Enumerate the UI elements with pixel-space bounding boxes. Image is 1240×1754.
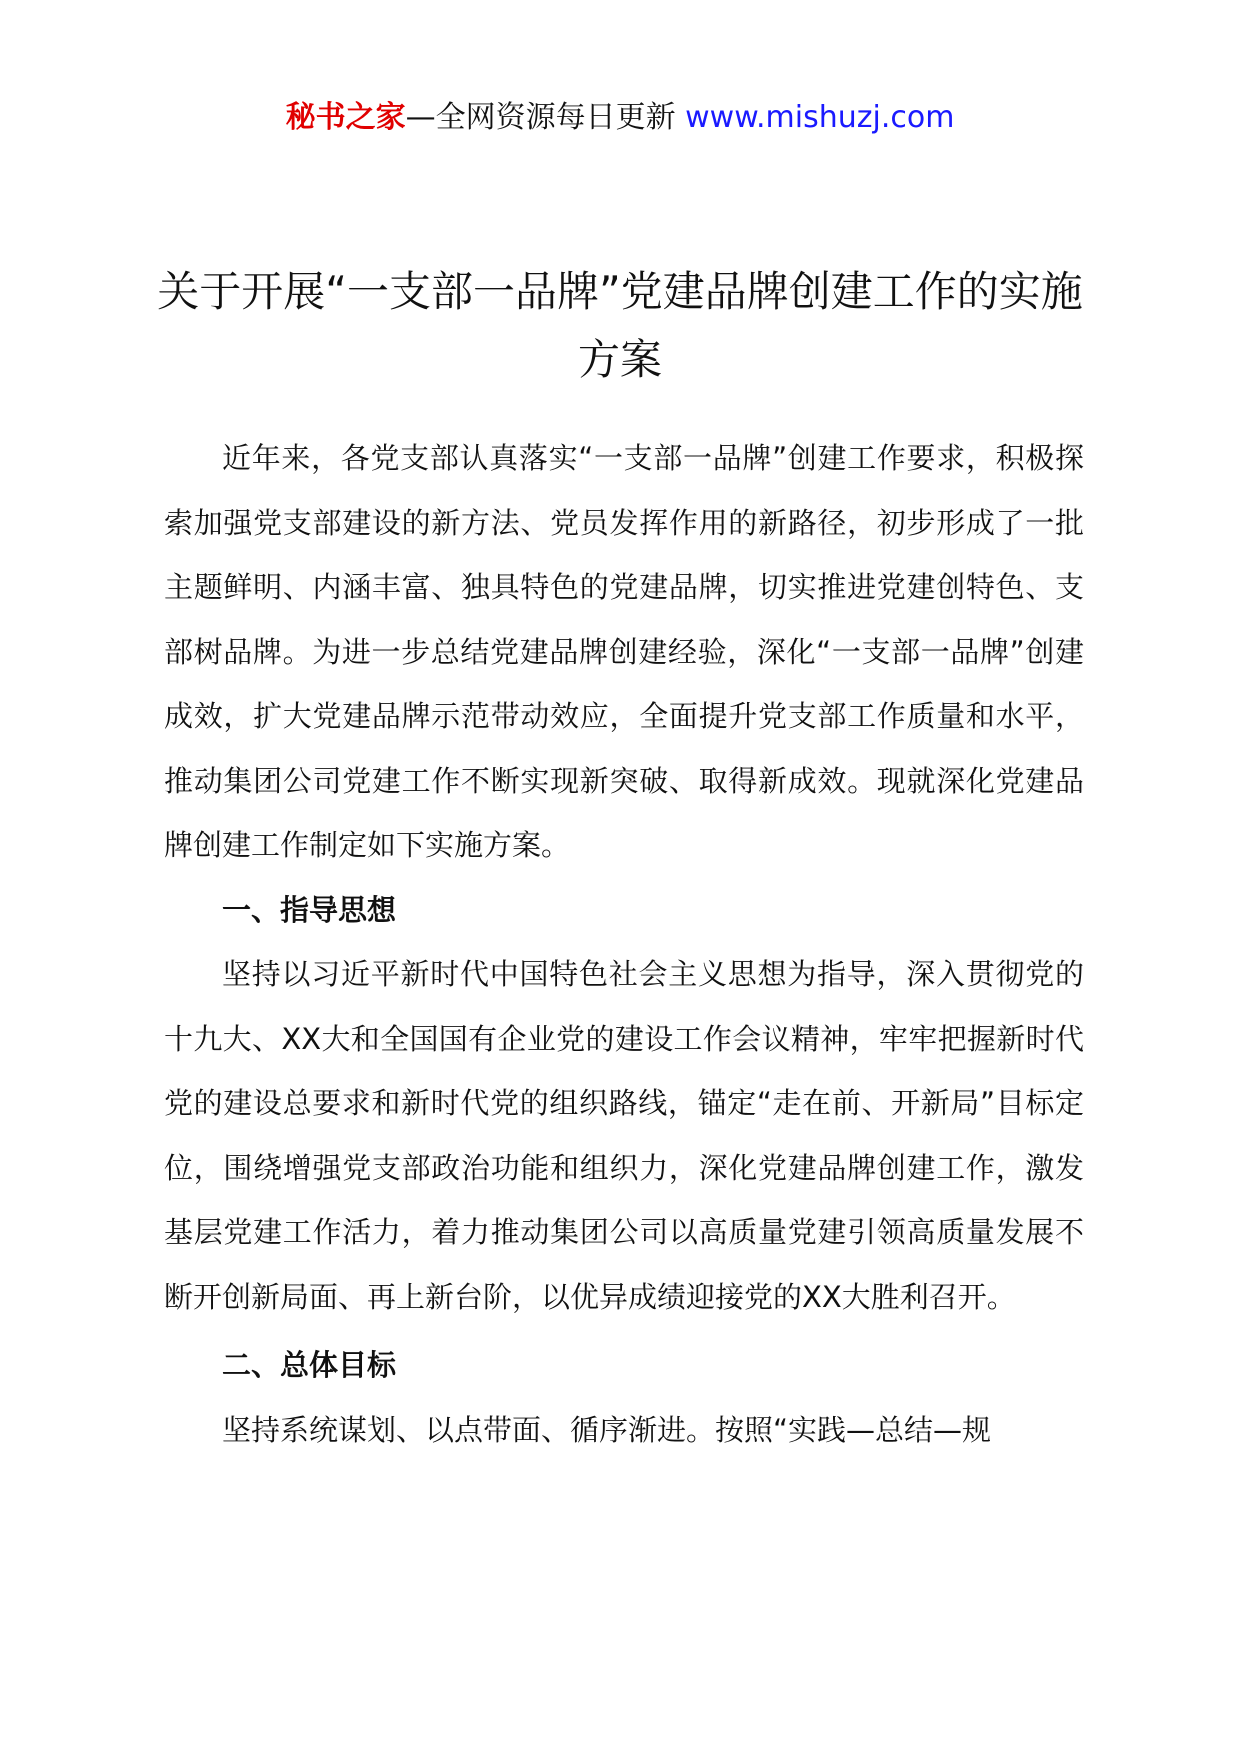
section-paragraph-guiding-ideology: 坚持以习近平新时代中国特色社会主义思想为指导，深入贯彻党的十九大、XX大和全国国有企业党的建设工作会议精神，牢牢把握新时代党的建设总要求和新时代党的组织路线，锚定“走在前、开新局”目标定位，围绕增强党支部政治功能和组织力，深化党建品牌创建工作，激发基层党建工作活力，着力推动集团公司以高质量党建引领高质量发展不断开创新局面、再上新台阶，以优异成绩迎接党的XX大胜利召开。	[164, 957, 1084, 1314]
site-brand: 秘书之家	[285, 100, 406, 135]
site-url-link[interactable]: www.mishuzj.com	[685, 100, 955, 135]
site-tagline: —全网资源每日更新	[405, 100, 676, 135]
document-title: 关于开展“一支部一品牌”党建品牌创建工作的实施方案	[157, 267, 1083, 384]
site-banner	[0, 98, 1240, 138]
document-body	[164, 426, 1084, 1462]
section-paragraph-overall-goals: 坚持系统谋划、以点带面、循序渐进。按照“实践—总结—规	[222, 1412, 992, 1447]
intro-paragraph: 近年来，各党支部认真落实“一支部一品牌”创建工作要求，积极探索加强党支部建设的新方法、党员发挥作用的新路径，初步形成了一批主题鲜明、内涵丰富、独具特色的党建品牌，切实推进党建创特色、支部树品牌。为进一步总结党建品牌创建经验，深化“一支部一品牌”创建成效，扩大党建品牌示范带动效应，全面提升党支部工作质量和水平，推动集团公司党建工作不断实现新突破、取得新成效。现就深化党建品牌创建工作制定如下实施方案。	[164, 441, 1084, 862]
section-heading-overall-goals: 二、总体目标	[222, 1348, 397, 1382]
section-heading-guiding-ideology: 一、指导思想	[222, 892, 397, 927]
